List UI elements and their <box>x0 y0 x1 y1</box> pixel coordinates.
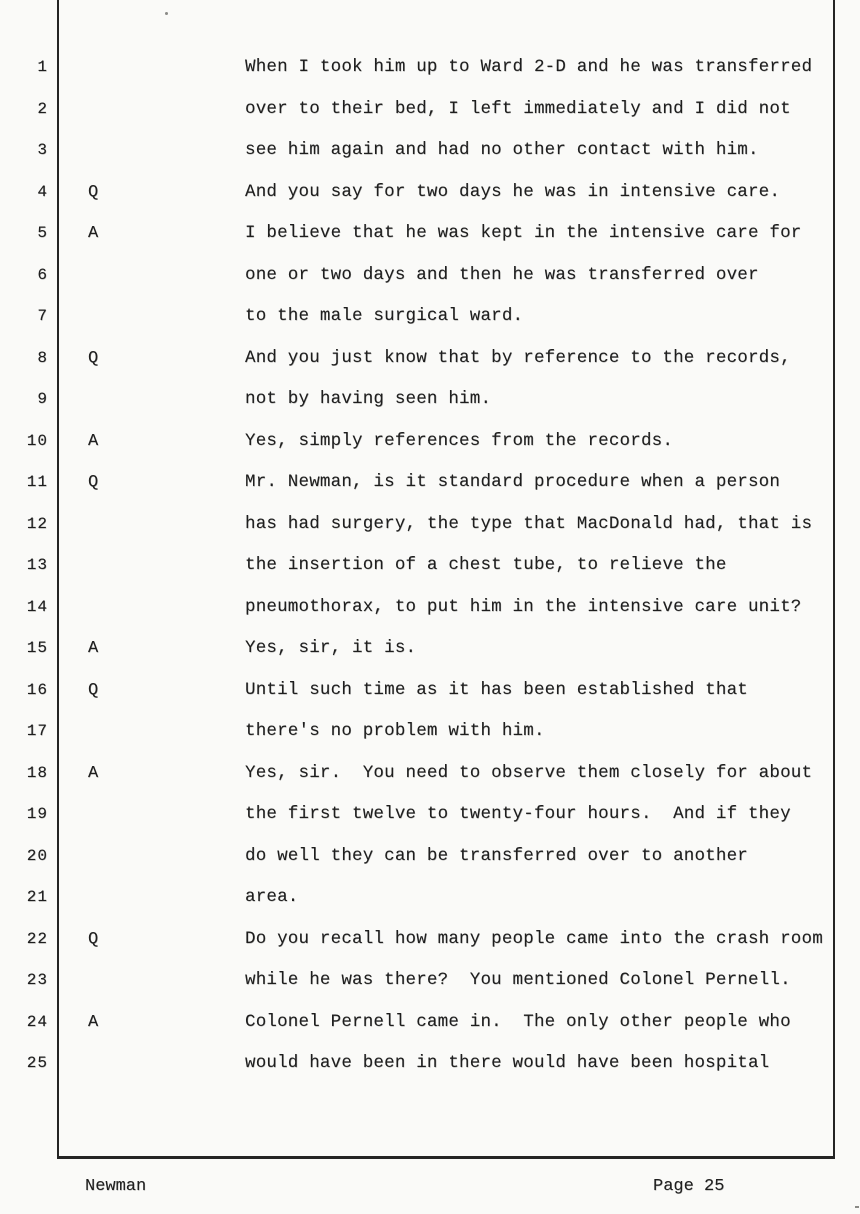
line-text: I believe that he was kept in the intensive care for <box>245 223 802 243</box>
footer-witness-name: Newman <box>85 1177 147 1196</box>
line-text: not by having seen him. <box>245 389 492 409</box>
speaker-marker: Q <box>88 929 99 949</box>
transcript-line <box>0 711 860 753</box>
line-number: 8 <box>37 348 48 367</box>
line-text: one or two days and then he was transferred over <box>245 264 759 285</box>
line-text: has had surgery, the type that MacDonald had, that is <box>245 513 813 534</box>
line-number: 4 <box>37 182 48 201</box>
line-number: 7 <box>37 307 48 325</box>
line-number: 21 <box>26 888 48 906</box>
transcript-line <box>0 462 860 504</box>
line-text: Colonel Pernell came in. The only other people who <box>245 1011 791 1032</box>
transcript-line <box>0 670 860 712</box>
line-number: 9 <box>37 390 48 408</box>
line-number: 13 <box>26 556 48 574</box>
transcript-line <box>0 587 860 629</box>
line-number: 3 <box>37 141 48 159</box>
line-text: Yes, sir. You need to observe them closely for about <box>245 762 813 783</box>
line-number: 1 <box>37 58 48 76</box>
transcript-line <box>0 836 860 878</box>
line-number: 16 <box>26 680 48 699</box>
footer-page-number: Page 25 <box>653 1177 725 1196</box>
transcript-line <box>0 919 860 961</box>
line-number: 22 <box>26 929 48 948</box>
line-number: 20 <box>26 846 48 865</box>
scan-speckle <box>165 12 168 15</box>
line-number: 6 <box>37 265 48 284</box>
line-number: 2 <box>37 99 48 118</box>
speaker-marker: A <box>88 1012 99 1032</box>
line-text: Mr. Newman, is it standard procedure when a person <box>245 472 781 492</box>
transcript-line <box>0 47 860 89</box>
line-text: When I took him up to Ward 2-D and he was transferred <box>245 57 813 77</box>
line-number: 10 <box>26 431 48 450</box>
line-text: the first twelve to twenty-four hours. And if they <box>245 804 791 824</box>
line-text: while he was there? You mentioned Colonel Pernell. <box>245 970 791 990</box>
speaker-marker: A <box>88 763 99 783</box>
line-text: area. <box>245 887 299 907</box>
line-number: 18 <box>26 763 48 782</box>
speaker-marker: Q <box>88 182 99 202</box>
transcript-line <box>0 1002 860 1044</box>
transcript-line <box>0 255 860 297</box>
transcript-line <box>0 877 860 919</box>
line-text: Yes, sir, it is. <box>245 638 417 658</box>
line-text: Yes, simply references from the records. <box>245 430 674 451</box>
line-text: Until such time as it has been established that <box>245 679 748 700</box>
transcript-line <box>0 379 860 421</box>
transcript-line <box>0 421 860 463</box>
speaker-marker: Q <box>88 348 99 368</box>
line-text: Do you recall how many people came into the crash room <box>245 928 823 949</box>
speaker-marker: A <box>88 431 99 451</box>
speaker-marker: Q <box>88 473 99 492</box>
line-text: would have been in there would have been hospital <box>245 1053 770 1073</box>
line-text: And you just know that by reference to the records, <box>245 347 791 368</box>
line-number: 23 <box>26 971 48 989</box>
line-text: over to their bed, I left immediately and I did not <box>245 98 791 119</box>
transcript-line <box>0 130 860 172</box>
line-text: And you say for two days he was in intensive care. <box>245 181 781 202</box>
speaker-marker: Q <box>88 680 99 700</box>
line-text: see him again and had no other contact with him. <box>245 140 759 160</box>
scan-speckle <box>855 1206 859 1208</box>
line-text: do well they can be transferred over to another <box>245 845 748 866</box>
transcript-line <box>0 213 860 255</box>
bottom-border-rule <box>57 1156 835 1159</box>
speaker-marker: A <box>88 639 99 658</box>
transcript-line <box>0 89 860 131</box>
line-number: 17 <box>26 722 48 740</box>
line-number: 24 <box>26 1012 48 1031</box>
line-number: 19 <box>26 805 48 823</box>
line-text: the insertion of a chest tube, to relieve the <box>245 555 727 575</box>
line-text: pneumothorax, to put him in the intensive care unit? <box>245 596 802 617</box>
transcript-line <box>0 172 860 214</box>
transcript-line <box>0 338 860 380</box>
transcript-line <box>0 628 860 670</box>
transcript-line <box>0 504 860 546</box>
line-text: to the male surgical ward. <box>245 306 524 326</box>
line-number: 12 <box>26 514 48 533</box>
line-number: 15 <box>26 639 48 657</box>
transcript-line <box>0 960 860 1002</box>
transcript-line <box>0 1043 860 1085</box>
line-number: 14 <box>26 597 48 616</box>
line-text: there's no problem with him. <box>245 721 545 741</box>
speaker-marker: A <box>88 224 99 243</box>
transcript-lines <box>0 47 860 1085</box>
line-number: 25 <box>26 1054 48 1072</box>
transcript-line <box>0 794 860 836</box>
transcript-line <box>0 545 860 587</box>
page-footer <box>0 1172 860 1202</box>
line-number: 5 <box>37 224 48 242</box>
line-number: 11 <box>26 473 48 491</box>
transcript-line <box>0 296 860 338</box>
transcript-line <box>0 753 860 795</box>
